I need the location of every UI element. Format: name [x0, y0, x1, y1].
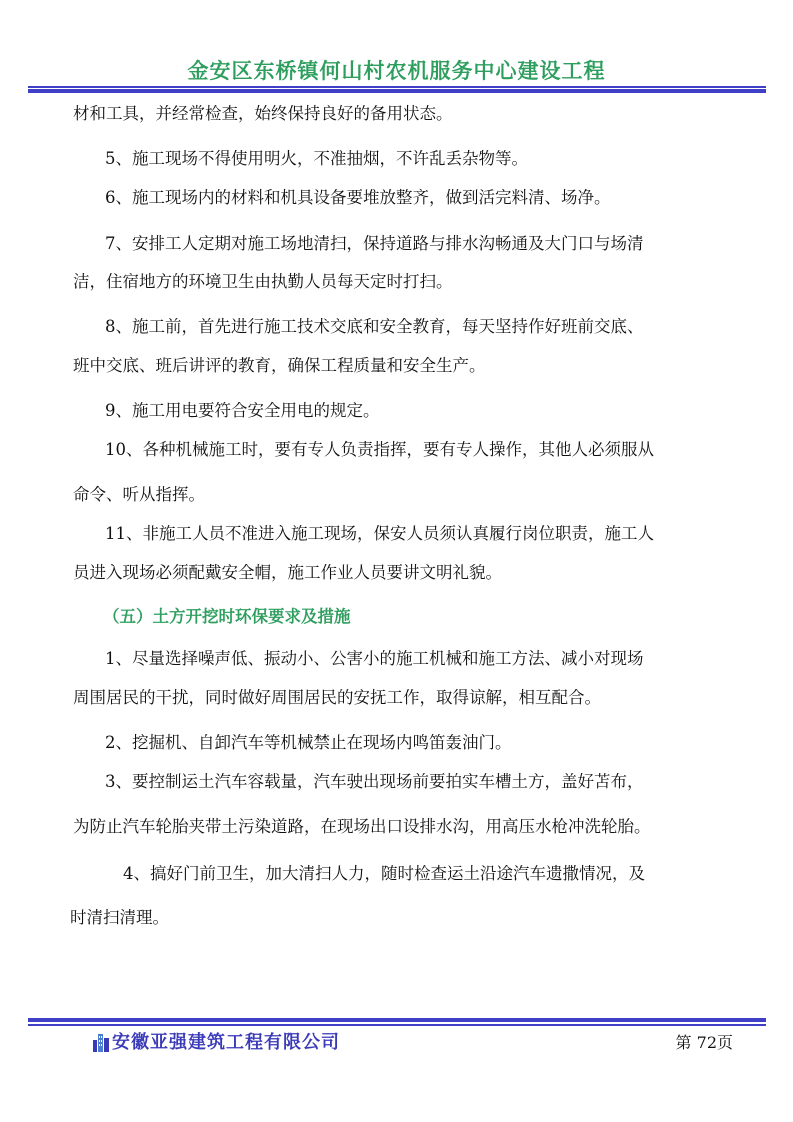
paragraph-line: 9、施工用电要符合安全用电的规定。	[105, 401, 380, 420]
paragraph-line: 1、尽量选择噪声低、振动小、公害小的施工机械和施工方法、减小对现场	[105, 649, 644, 668]
company-name: 安徽亚强建筑工程有限公司	[112, 1032, 340, 1053]
paragraph-line: 员进入现场必须配戴安全帽，施工作业人员要讲文明礼貌。	[73, 563, 502, 582]
footer-rule-thin	[28, 1024, 766, 1026]
header-rule-thin	[28, 86, 766, 88]
paragraph-line: 8、施工前，首先进行施工技术交底和安全教育，每天坚持作好班前交底、	[105, 317, 644, 336]
paragraph-line: 7、安排工人定期对施工场地清扫，保持道路与排水沟畅通及大门口与场清	[105, 234, 644, 253]
paragraph-line: 11、非施工人员不准进入施工现场，保安人员须认真履行岗位职责，施工人	[105, 524, 654, 543]
paragraph-line: 为防止汽车轮胎夹带土污染道路，在现场出口设排水沟，用高压水枪冲洗轮胎。	[73, 817, 651, 836]
document-title: 金安区东桥镇何山村农机服务中心建设工程	[187, 59, 606, 83]
paragraph-line: 6、施工现场内的材料和机具设备要堆放整齐，做到活完料清、场净。	[105, 188, 611, 207]
building-logo-icon	[92, 1032, 110, 1052]
paragraph-line: 5、施工现场不得使用明火，不准抽烟，不许乱丢杂物等。	[105, 149, 528, 168]
footer-rule-thick	[28, 1018, 766, 1022]
paragraph-line: 周围居民的干扰，同时做好周围居民的安抚工作，取得谅解，相互配合。	[73, 688, 601, 707]
paragraph-line: 班中交底、班后讲评的教育，确保工程质量和安全生产。	[73, 356, 486, 375]
paragraph-line: 10、各种机械施工时，要有专人负责指挥，要有专人操作，其他人必须服从	[105, 440, 654, 459]
paragraph-line: 洁，住宿地方的环境卫生由执勤人员每天定时打扫。	[73, 272, 453, 291]
footer-bar	[0, 1028, 793, 1058]
paragraph-line: 材和工具，并经常检查，始终保持良好的备用状态。	[73, 104, 453, 123]
paragraph-line: 时清扫清理。	[70, 908, 169, 927]
paragraph-line: 命令、听从指挥。	[73, 485, 205, 504]
paragraph-line: 3、要控制运土汽车容载量，汽车驶出现场前要拍实车槽土方，盖好苫布，	[105, 772, 644, 791]
paragraph-line: 2、挖掘机、自卸汽车等机械禁止在现场内鸣笛轰油门。	[105, 733, 512, 752]
section-heading: （五）土方开挖时环保要求及措施	[103, 607, 351, 626]
paragraph-line: 4、搞好门前卫生，加大清扫人力，随时检查运土沿途汽车遗撒情况，及	[123, 864, 645, 883]
page-number: 第 72页	[675, 1033, 733, 1052]
header-rule-thick	[28, 89, 766, 93]
